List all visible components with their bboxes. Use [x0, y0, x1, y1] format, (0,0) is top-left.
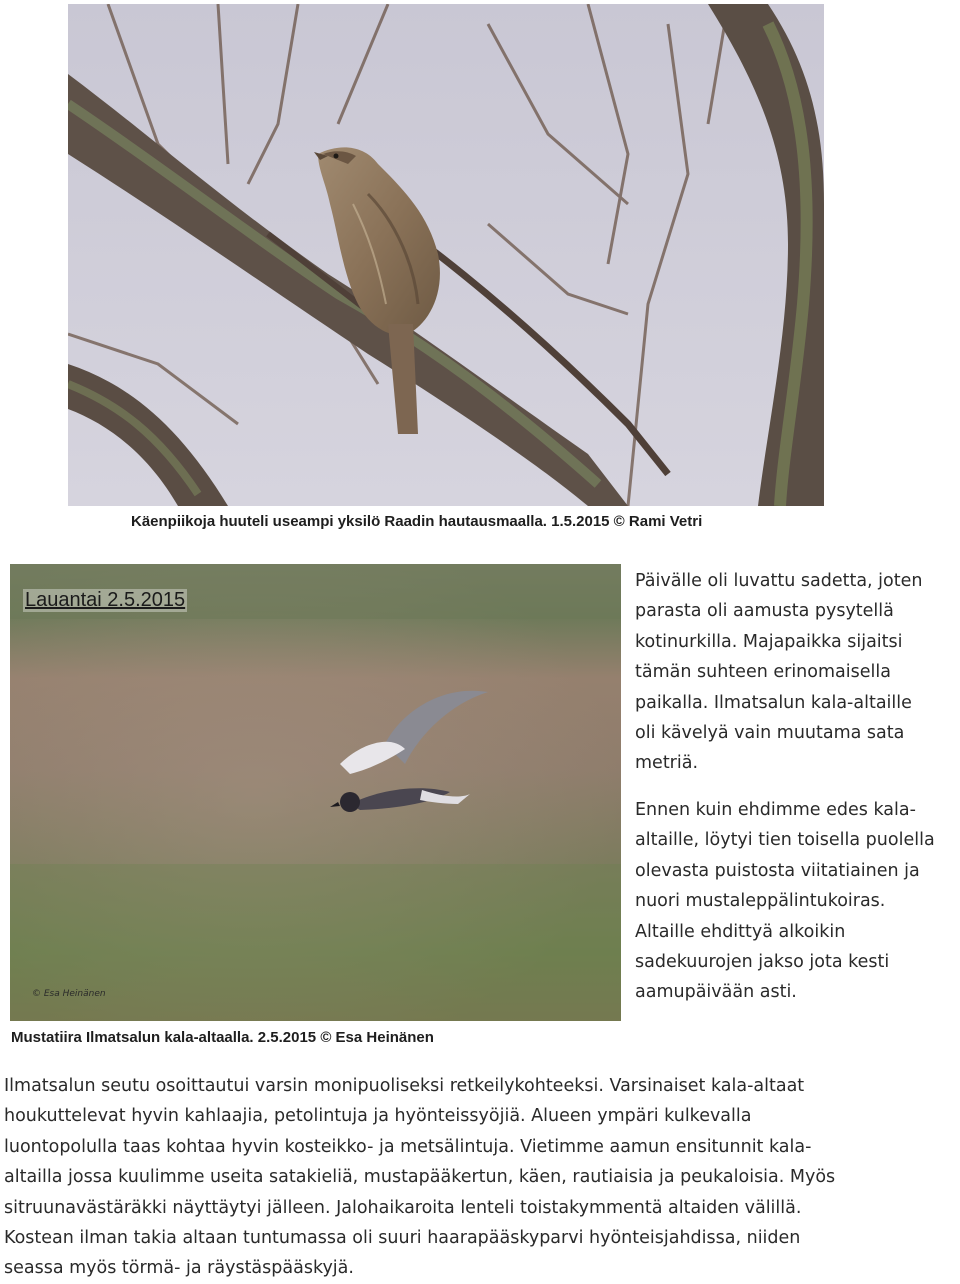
- paragraph-line: Päivälle oli luvattu sadetta, joten: [635, 571, 923, 591]
- paragraph-line: sitruunavästäräkki näyttäytyi jälleen. Jalohaikaroita lenteli toistakymmentä altaiden välillä.: [4, 1197, 802, 1218]
- black-tern-photo: [10, 564, 621, 1021]
- paragraph-line: Kostean ilman takia altaan tuntumassa oli suuri haarapääskyparvi hyönteisjahdissa, niiden: [4, 1228, 801, 1249]
- paragraph-weather: [635, 566, 960, 779]
- wryneck-photo-image: [68, 4, 824, 506]
- paragraph-line: Ilmatsalun seutu osoittautui varsin monipuoliseksi retkeilykohteeksi. Varsinaiset kala-altaat: [4, 1076, 805, 1096]
- paragraph-line: kotinurkilla. Majapaikka sijaitsi: [635, 631, 903, 652]
- black-tern-photo-caption: Mustatiira Ilmatsalun kala-altaalla. 2.5.2015 © Esa Heinänen: [11, 1029, 434, 1046]
- paragraph-line: paikalla. Ilmatsalun kala-altaille: [635, 692, 912, 713]
- paragraph-line: parasta oli aamusta pysytellä: [635, 601, 894, 622]
- paragraph-line: seassa myös törmä- ja räystäspääskyjä.: [4, 1258, 354, 1279]
- date-link[interactable]: Lauantai 2.5.2015: [25, 589, 186, 611]
- black-tern-photo-image: [10, 564, 621, 1021]
- paragraph-line: metriä.: [635, 753, 699, 774]
- paragraph-line: tämän suhteen erinomaisella: [635, 662, 891, 683]
- paragraph-line: olevasta puistosta viitatiainen ja: [635, 860, 920, 881]
- paragraph-line: Altaille ehdittyä alkoikin: [635, 921, 846, 942]
- paragraph-line: houkuttelevat hyvin kahlaajia, petolintuja ja hyönteissyöjiä. Alueen ympäri kulkevalla: [4, 1106, 752, 1127]
- wryneck-photo: [68, 4, 824, 506]
- paragraph-line: altailla jossa kuulimme useita satakieliä, mustapääkertun, käen, rautiaisia ja peukaloisia. Myös: [4, 1167, 836, 1188]
- wryneck-photo-caption: Käenpiikoja huuteli useampi yksilö Raadin hautausmaalla. 1.5.2015 © Rami Vetri: [131, 513, 703, 530]
- paragraph-line: altaille, löytyi tien toisella puolella: [635, 830, 935, 851]
- photo-watermark: © Esa Heinänen: [32, 989, 106, 999]
- paragraph-line: Ennen kuin ehdimme edes kala-: [635, 800, 916, 820]
- paragraph-ilmatsalu: [4, 1071, 954, 1284]
- paragraph-line: nuori mustaleppälintukoiras.: [635, 891, 886, 912]
- paragraph-line: luontopolulla taas kohtaa hyvin kosteikko- ja metsälintuja. Vietimme aamun ensitunnit kala-: [4, 1136, 812, 1157]
- paragraph-park-birds: [635, 795, 960, 1008]
- paragraph-line: aamupäivään asti.: [635, 982, 797, 1003]
- paragraph-line: sadekuurojen jakso jota kesti: [635, 952, 890, 973]
- paragraph-line: oli kävelyä vain muutama sata: [635, 723, 905, 744]
